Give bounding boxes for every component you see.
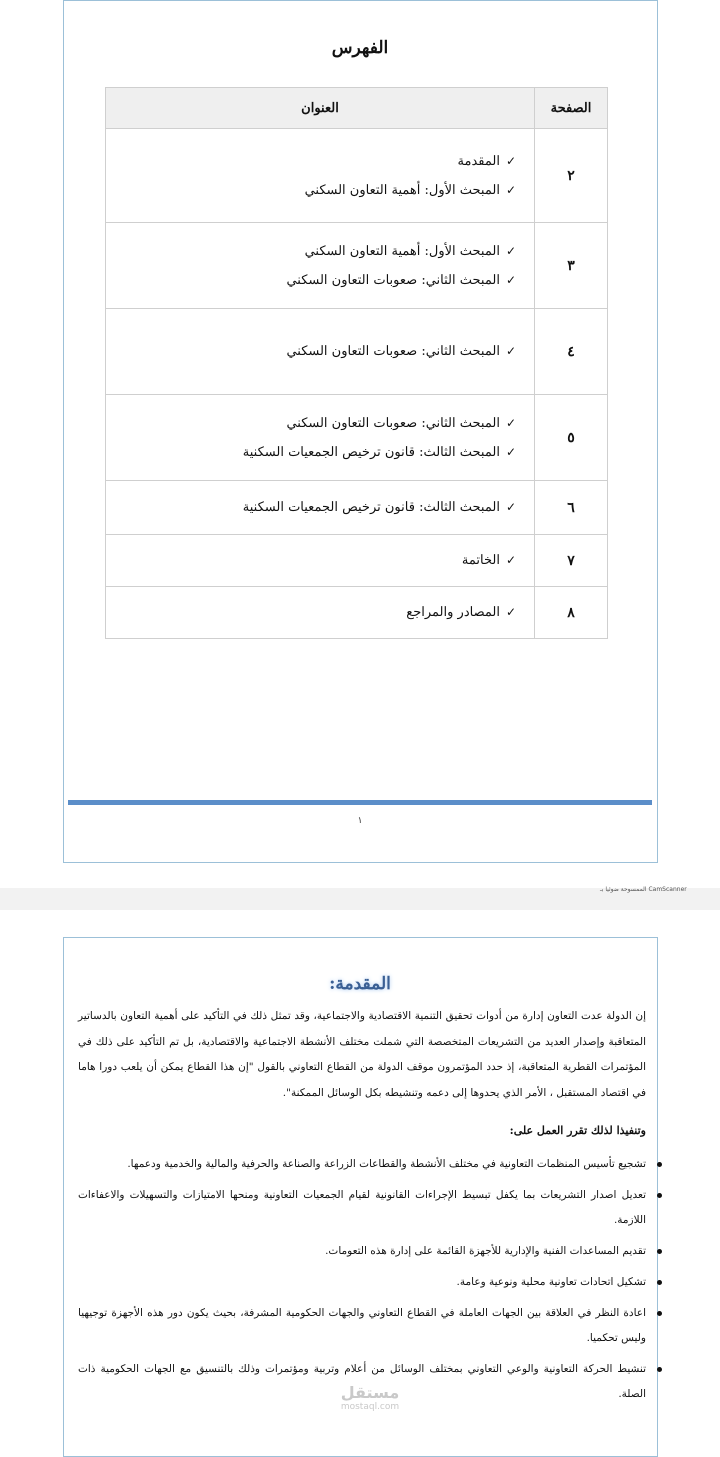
index-entry [114, 337, 516, 366]
row-entries [106, 481, 535, 535]
entry-text: المصادر والمراجع [406, 605, 500, 620]
checkmark-icon: ✓ [505, 344, 516, 358]
introduction-heading: المقدمة: [329, 974, 391, 994]
index-table [105, 87, 608, 639]
row-page-number: ٤ [535, 309, 608, 395]
watermark-arabic: مستقل [340, 1383, 400, 1402]
checkmark-icon: ✓ [505, 553, 516, 567]
entry-text: المبحث الثاني: صعوبات التعاون السكني [286, 415, 500, 431]
column-header-page: الصفحة [535, 88, 608, 129]
table-header-row [106, 88, 608, 129]
bullet-icon [657, 1249, 662, 1254]
list-item-text: تنشيط الحركة التعاونية والوعي التعاوني بمختلف الوسائل من أعلام وتربية ومؤتمرات وذلك بالتنسيق مع الجهات الحكومية ذات الصلة. [78, 1363, 646, 1400]
table-row [106, 223, 608, 309]
row-page-number: ٧ [535, 535, 608, 587]
bullet-icon [657, 1311, 662, 1316]
index-entry [114, 176, 516, 205]
list-item [78, 1301, 646, 1351]
scanner-label: CamScanner الممسوحة ضوئيا بـ [600, 886, 687, 893]
page-number: ١ [357, 816, 363, 826]
row-entries [106, 395, 535, 481]
row-page-number: ٢ [535, 129, 608, 223]
entry-text: المبحث الثاني: صعوبات التعاون السكني [286, 344, 500, 359]
table-row [106, 587, 608, 639]
checkmark-icon: ✓ [505, 243, 516, 258]
row-entries [106, 535, 535, 587]
row-entries [106, 587, 535, 639]
table-row [106, 395, 608, 481]
actions-subheading: وتنفيذا لذلك تقرر العمل على: [509, 1124, 646, 1137]
row-entries [106, 129, 535, 223]
entry-text: المبحث الثالث: قانون ترخيص الجمعيات السكنية [242, 444, 500, 460]
table-row [106, 129, 608, 223]
watermark [320, 1384, 420, 1413]
index-entry [114, 546, 516, 575]
checkmark-icon: ✓ [505, 153, 516, 168]
list-item [78, 1270, 646, 1295]
index-entry [114, 598, 516, 627]
list-item [78, 1239, 646, 1264]
row-entries [106, 309, 535, 395]
footer-rule [68, 800, 652, 805]
table-row [106, 481, 608, 535]
index-table-body [106, 129, 608, 639]
index-entry [114, 409, 516, 438]
entry-text: المقدمة [457, 153, 500, 169]
table-row [106, 535, 608, 587]
row-page-number: ٦ [535, 481, 608, 535]
bullet-icon [657, 1193, 662, 1198]
entry-text: المبحث الأول: أهمية التعاون السكني [304, 243, 500, 259]
index-entry [114, 147, 516, 176]
list-item [78, 1152, 646, 1177]
checkmark-icon: ✓ [505, 415, 516, 430]
row-page-number: ٥ [535, 395, 608, 481]
checkmark-icon: ✓ [505, 605, 516, 619]
actions-list [78, 1152, 662, 1413]
index-entry [114, 493, 516, 522]
index-entry [114, 237, 516, 266]
page-title: الفهرس [331, 38, 389, 58]
list-item-text: تشجيع تأسيس المنظمات التعاونية في مختلف الأنشطة والقطاعات الزراعة والصناعة والحرفية والمالية والخدمية ودعمها. [127, 1158, 646, 1170]
row-entries [106, 223, 535, 309]
row-page-number: ٣ [535, 223, 608, 309]
entry-text: الخاتمة [461, 553, 500, 568]
checkmark-icon: ✓ [505, 272, 516, 287]
entry-text: المبحث الثاني: صعوبات التعاون السكني [286, 272, 500, 288]
list-item-text: اعادة النظر في العلاقة بين الجهات العاملة في القطاع التعاوني والجهات الحكومية المشرفة، بحيث يكون دور هذه الأجهزة توجيهيا وليس تحكميا. [78, 1307, 646, 1344]
list-item-text: تقديم المساعدات الفنية والإدارية للأجهزة القائمة على إدارة هذه التعومات. [325, 1245, 646, 1257]
bullet-icon [657, 1280, 662, 1285]
list-item-text: تعديل اصدار التشريعات بما يكفل تبسيط الإجراءات القانونية لقيام الجمعيات التعاونية ومنحها الامتيازات والتسهيلات والاعفاءات اللازمة. [78, 1189, 646, 1226]
list-item [78, 1183, 646, 1233]
list-item-text: تشكيل اتحادات تعاونية محلية ونوعية وعامة. [456, 1276, 646, 1288]
introduction-paragraph: إن الدولة عدت التعاون إدارة من أدوات تحقيق التنمية الاقتصادية والاجتماعية، وقد تمثل ذلك في التأكيد على أهمية التعاون بالدساتير المتعاقبة وإصدار العديد من التشريعات المتخصصة التي شملت مختلف الأنشطة الاجتماعية والاقتصادية، بل تم التأكيد على ذلك في المؤتمرات القطرية المتعاقبة، إذ حدد المؤتمرون موقف الدولة من القطاع التعاوني بالقول "إن هذا القطاع يمكن أن يلعب دورا هاما في اقتصاد المستقبل ، الأمر الذي يحدوها إلى دعمه وتنشيطه بكل الوسائل الممكنة". [78, 1010, 646, 1099]
index-entry [114, 266, 516, 295]
checkmark-icon: ✓ [505, 500, 516, 514]
checkmark-icon: ✓ [505, 182, 516, 197]
watermark-url: mostaql.com [340, 1402, 400, 1412]
row-page-number: ٨ [535, 587, 608, 639]
column-header-title: العنوان [106, 88, 535, 129]
entry-text: المبحث الأول: أهمية التعاون السكني [304, 182, 500, 198]
bullet-icon [657, 1367, 662, 1372]
checkmark-icon: ✓ [505, 444, 516, 459]
table-row [106, 309, 608, 395]
entry-text: المبحث الثالث: قانون ترخيص الجمعيات السكنية [242, 500, 500, 515]
index-entry [114, 438, 516, 467]
bullet-icon [657, 1162, 662, 1167]
